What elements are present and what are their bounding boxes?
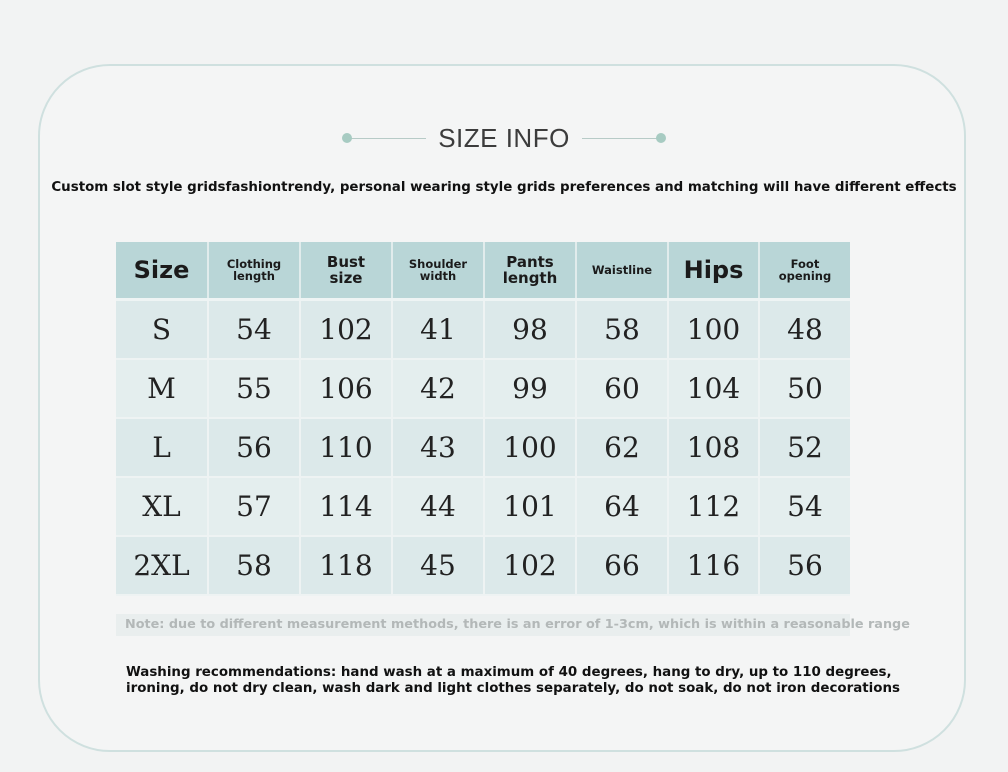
cell-waistline: 64 xyxy=(576,477,668,536)
cell-foot-opening: 48 xyxy=(759,300,850,360)
title-row xyxy=(0,118,1008,158)
page-title: SIZE INFO xyxy=(438,122,570,153)
cell-shoulder-width: 45 xyxy=(392,536,484,595)
cell-bust-size: 118 xyxy=(300,536,392,595)
measurement-note: Note: due to different measurement methods, there is an error of 1-3cm, which is within a reasonable range xyxy=(116,614,850,636)
cell-clothing-length: 55 xyxy=(208,359,300,418)
cell-pants-length: 100 xyxy=(484,418,576,477)
cell-foot-opening: 50 xyxy=(759,359,850,418)
header-bust-size: Bust size xyxy=(300,242,392,300)
cell-clothing-length: 54 xyxy=(208,300,300,360)
subtitle: Custom slot style gridsfashiontrendy, personal wearing style grids preferences and matching will have different effects xyxy=(51,180,957,195)
size-table xyxy=(116,242,850,596)
cell-shoulder-width: 41 xyxy=(392,300,484,360)
table-row xyxy=(116,536,850,595)
cell-pants-length: 99 xyxy=(484,359,576,418)
table-row xyxy=(116,418,850,477)
title-divider-left xyxy=(344,138,426,139)
header-foot-opening: Foot opening xyxy=(759,242,850,300)
cell-clothing-length: 58 xyxy=(208,536,300,595)
cell-bust-size: 114 xyxy=(300,477,392,536)
cell-foot-opening: 56 xyxy=(759,536,850,595)
cell-size: 2XL xyxy=(116,536,208,595)
cell-shoulder-width: 43 xyxy=(392,418,484,477)
cell-hips: 104 xyxy=(668,359,759,418)
cell-hips: 100 xyxy=(668,300,759,360)
header-pants-length: Pants length xyxy=(484,242,576,300)
washing-line-2: ironing, do not dry clean, wash dark and light clothes separately, do not soak, do not iron decorations xyxy=(126,680,900,696)
table-row xyxy=(116,477,850,536)
cell-size: L xyxy=(116,418,208,477)
table-row xyxy=(116,300,850,360)
cell-pants-length: 102 xyxy=(484,536,576,595)
cell-size: XL xyxy=(116,477,208,536)
cell-bust-size: 102 xyxy=(300,300,392,360)
cell-waistline: 62 xyxy=(576,418,668,477)
header-waistline: Waistline xyxy=(576,242,668,300)
cell-hips: 116 xyxy=(668,536,759,595)
cell-clothing-length: 57 xyxy=(208,477,300,536)
cell-waistline: 66 xyxy=(576,536,668,595)
table-header-row xyxy=(116,242,850,300)
cell-clothing-length: 56 xyxy=(208,418,300,477)
cell-hips: 108 xyxy=(668,418,759,477)
header-hips: Hips xyxy=(668,242,759,300)
washing-recommendations xyxy=(126,665,926,696)
washing-line-1: Washing recommendations: hand wash at a maximum of 40 degrees, hang to dry, up to 110 degrees, xyxy=(126,665,892,680)
cell-bust-size: 110 xyxy=(300,418,392,477)
cell-size: M xyxy=(116,359,208,418)
dot-icon xyxy=(656,133,666,143)
header-clothing-length: Clothing length xyxy=(208,242,300,300)
header-shoulder-width: Shoulder width xyxy=(392,242,484,300)
cell-pants-length: 101 xyxy=(484,477,576,536)
cell-hips: 112 xyxy=(668,477,759,536)
table-row xyxy=(116,359,850,418)
cell-bust-size: 106 xyxy=(300,359,392,418)
cell-waistline: 58 xyxy=(576,300,668,360)
cell-foot-opening: 52 xyxy=(759,418,850,477)
cell-shoulder-width: 42 xyxy=(392,359,484,418)
cell-shoulder-width: 44 xyxy=(392,477,484,536)
cell-foot-opening: 54 xyxy=(759,477,850,536)
cell-size: S xyxy=(116,300,208,360)
cell-pants-length: 98 xyxy=(484,300,576,360)
title-divider-right xyxy=(582,138,664,139)
dot-icon xyxy=(342,133,352,143)
header-size: Size xyxy=(116,242,208,300)
cell-waistline: 60 xyxy=(576,359,668,418)
